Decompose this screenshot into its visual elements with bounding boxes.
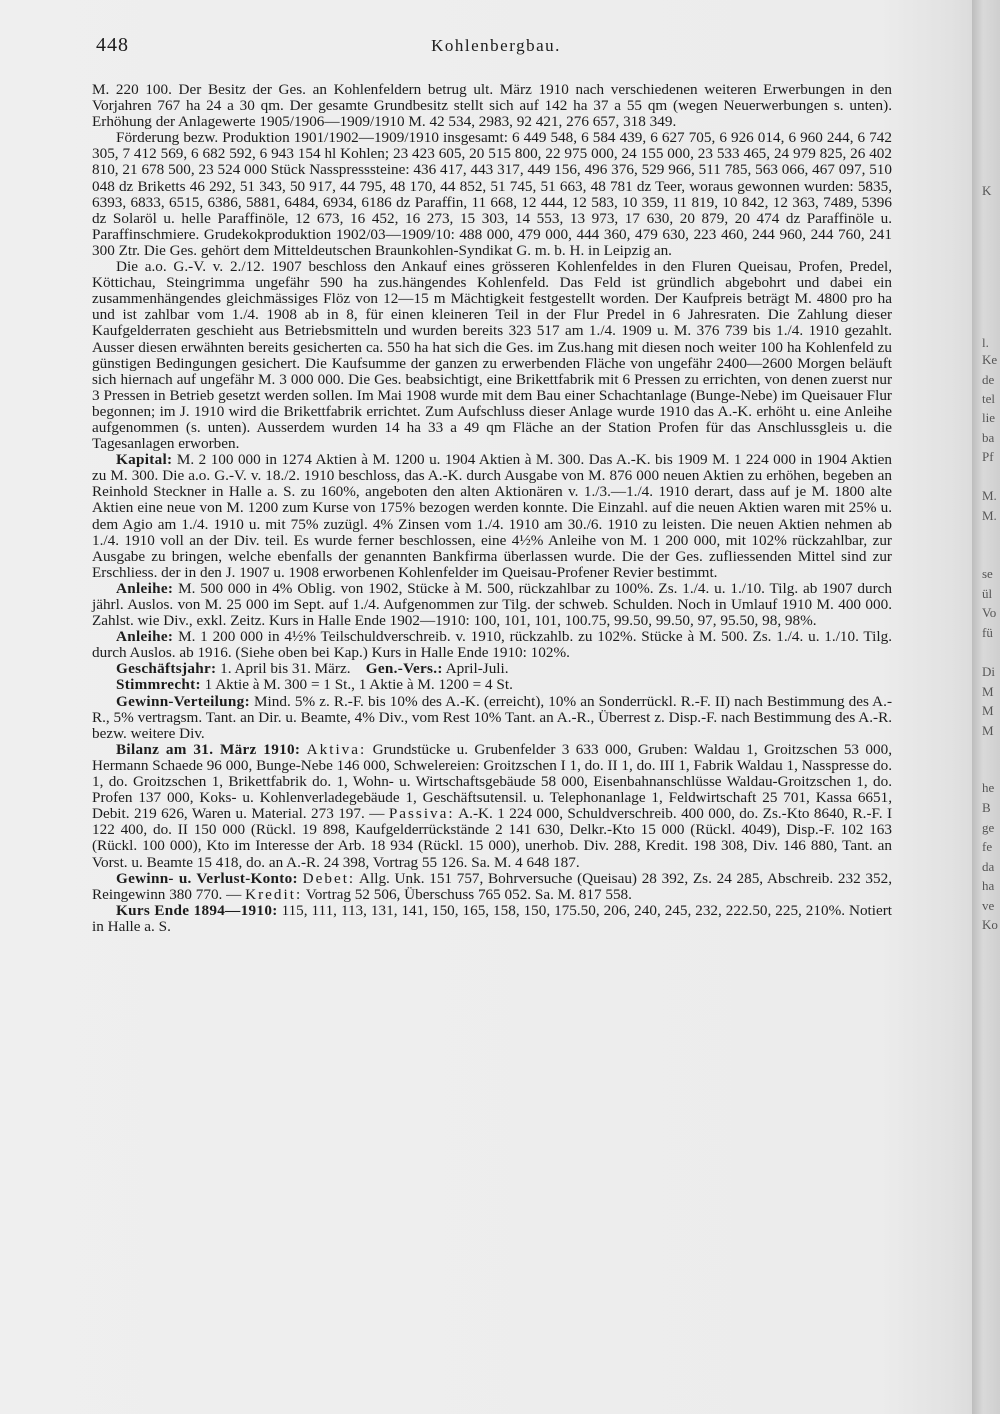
section-gewinn-verteilung <box>92 694 892 742</box>
next-page-margin-fragments <box>978 0 1000 1414</box>
margin-fragment: M <box>982 684 994 699</box>
section-label: Anleihe: <box>116 628 174 646</box>
margin-fragment: he <box>982 780 995 795</box>
margin-fragment: da <box>982 859 995 874</box>
margin-fragment: se <box>982 566 993 581</box>
section-anleihe-1902 <box>92 581 892 629</box>
section-text: Mind. 5% z. R.-F. bis 10% des A.-K. (erreicht), 10% an Sonderrückl. R.-F. II) nach Bestimmung des A.-R., 5% vertragsm. Tant. an Dir. u. Beamte, 4% Div., vom Rest 10% Tant. an A.-R., Überrest z. Disp.-F. nach Bestimmung des A.-R. bezw. weitere Div. <box>92 692 892 742</box>
margin-fragment: Di <box>982 664 995 679</box>
aktiva-label: Aktiva: <box>306 740 367 758</box>
page-number: 448 <box>96 34 129 56</box>
margin-fragment: K <box>982 183 992 198</box>
section-label: Gewinn-Verteilung: <box>116 692 250 710</box>
main-text <box>92 82 892 935</box>
running-title: Kohlenbergbau. <box>431 36 561 55</box>
section-label: Kurs Ende 1894—1910: <box>116 901 278 919</box>
passiva-text: A.-K. 1 224 000, Schuldverschreib. 400 000, do. Zs.-Kto 8640, R.-F. I 122 400, do. II 150 000 (Rückl. 19 898, Kaufgelderrückstände 2 141 630, Delkr.-Kto 15 000 (Rückl. 4049), Disp.-F. 102 163 (Rückl. 100 000), Kto im Interesse der Arb. 18 934 (Rückl. 15 000), unerhob. Div. 288, Kredit. 198 308, Div. 146 880, Tant. an Vorst. u. Beamte 15 418, do. an A.-R. 24 398, Vortrag 55 126. Sa. M. 4 648 187. <box>92 805 893 871</box>
section-text: 115, 111, 113, 131, 141, 150, 165, 158, 150, 175.50, 206, 240, 245, 232, 222.50, 225, 210%. Notiert in Halle a. S. <box>92 901 893 935</box>
section-label: Stimmrecht: <box>116 676 201 694</box>
margin-fragment: ül <box>982 586 993 601</box>
margin-fragment: M <box>982 723 994 738</box>
margin-fragment: de <box>982 372 995 387</box>
margin-fragment: B <box>982 800 991 815</box>
section-geschaeftsjahr <box>92 661 892 677</box>
aktiva-text: Grundstücke u. Grubenfelder 3 633 000, Gruben: Waldau 1, Groitzschen 53 000, Hermann Schaede 96 000, Bunge-Nebe 146 000, Schwelereien: Groitzschen I 1, do. II 1, do. III 1, Fabrik Waldau 1, Nasspresse do. 1, do. Groitzschen 1, Brikettfabrik do. 1, Wohn- u. Wirtschaftsgebäude 58 000, Eisenbahnanschlüsse Waldau-Groitzschen 1, do. Profen 137 000, Koks- u. Kohlenverladegebäude 1, Geschäftsutensil. u. Telephonanlage 1, Feldwirtschaft 25 701, Kassa 6651, Debit. 219 626, Waren u. Material. 273 197. — <box>92 740 893 823</box>
margin-fragment: ba <box>982 430 995 445</box>
margin-fragment: ha <box>982 878 995 893</box>
section-text: 1 Aktie à M. 300 = 1 St., 1 Aktie à M. 1200 = 4 St. <box>204 676 513 694</box>
paragraph-production: Förderung bezw. Produktion 1901/1902—1909/1910 insgesamt: 6 449 548, 6 584 439, 6 627 705, 6 926 014, 6 960 244, 6 742 305, 7 412 569, 6 682 592, 6 943 154 hl Kohlen; 23 423 605, 20 515 800, 22 975 000, 24 155 000, 23 533 465, 24 979 825, 26 402 810, 21 678 500, 23 524 000 Stück Nasspresssteine: 436 417, 443 317, 449 156, 496 376, 529 966, 511 785, 563 066, 467 097, 510 048 dz Briketts 46 292, 51 343, 50 917, 44 795, 48 170, 44 852, 51 745, 51 663, 48 781 dz Teer, woraus gewonnen wurden: 5835, 6393, 6833, 6515, 6386, 5881, 6484, 6934, 6186 dz Paraffin, 11 668, 12 444, 12 583, 10 359, 11 819, 10 842, 12 363, 7489, 5396 dz Solaröl u. helle Paraffinöle, 12 673, 16 452, 16 273, 15 303, 14 553, 13 973, 17 630, 20 879, 20 474 dz Paraffinöle u. Paraffinschmiere. Grudekokproduktion 1902/03—1909/10: 488 000, 479 000, 444 360, 479 630, 223 460, 244 960, 244 760, 241 300 Ztr. Die Ges. gehört dem Mitteldeutschen Braunkohlen-Syndikat G. m. b. H. in Leipzig an. <box>92 129 892 259</box>
section-label: Bilanz am 31. März 1910: <box>116 740 301 758</box>
section-label: Gewinn- u. Verlust-Konto: <box>116 869 298 887</box>
section-gewinn-verlust <box>92 871 892 903</box>
paragraph-ownership: M. 220 100. Der Besitz der Ges. an Kohlenfeldern betrug ult. März 1910 nach verschiedenen weiteren Erwerbungen in den Vorjahren 767 ha 24 a 30 qm. Der gesamte Grundbesitz stellt sich auf 142 ha 37 a 55 qm (wegen Neuerwerbungen s. unten). Erhöhung der Anlagewerte 1905/1906—1909/1910 M. 42 534, 2983, 92 421, 276 657, 318 349. <box>92 81 892 131</box>
section-label: Geschäftsjahr: <box>116 660 217 678</box>
section-text: 1. April bis 31. März. <box>220 660 351 678</box>
passiva-label: Passiva: <box>388 805 455 823</box>
margin-fragment: M. <box>982 488 997 503</box>
margin-fragment: fe <box>982 839 993 854</box>
section-kurs <box>92 903 892 935</box>
section-anleihe-1910 <box>92 629 892 661</box>
section-text: M. 500 000 in 4% Oblig. von 1902, Stücke à M. 500, rückzahlbar zu 100%. Zs. 1./4. u. 1./10. Tilg. ab 1907 durch jährl. Auslos. von M. 25 000 im Sept. auf 1./4. Aufgenommen zur Tilg. der schweb. Schulden. Noch in Umlauf 1910 M. 400 000. Zahlst. wie Div., exkl. Zeitz. Kurs in Halle Ende 1902—1910: 100, 101, 101, 100.75, 99.50, 99.50, 97, 95.50, 98, 98%. <box>92 579 892 630</box>
margin-fragment: M. <box>982 508 997 523</box>
section-text: M. 1 200 000 in 4½% Teilschuldverschreib. v. 1910, rückzahlb. zu 102%. Stücke à M. 500. Zs. 1./4. u. 1./10. Tilg. durch Auslos. ab 1916. (Siehe oben bei Kap.) Kurs in Halle Ende 1910: 102%. <box>92 628 892 662</box>
margin-fragment: Pf <box>982 449 994 464</box>
margin-fragment: l. <box>982 335 989 350</box>
margin-fragment: ge <box>982 820 995 835</box>
section-bilanz <box>92 742 892 871</box>
section-label: Anleihe: <box>116 579 174 597</box>
paragraph-acquisition: Die a.o. G.-V. v. 2./12. 1907 beschloss den Ankauf eines grösseren Kohlenfeldes in den Fluren Queisau, Profen, Predel, Köttichau, Steingrimma ungefähr 590 ha zus.hängendes Kohlenfeld. Das Feld ist gründlich abgebohrt und dabei ein zusammenhängendes gleichmässiges Flöz von 12—15 m Mächtigkeit festgestellt worden. Der Kaufpreis beträgt M. 4800 pro ha und ist zahlbar vom 1./4. 1908 ab in 8, für einen kleineren Teil in der Flur Predel in 6 Jahresraten. Die Zahlung dieser Kaufgelderraten geschieht aus Betriebsmitteln und wurden bereits 323 517 am 1./4. 1909 u. M. 376 739 bis 1./4. 1910 gezahlt. Ausser diesen erwähnten bereits gesicherten ca. 550 ha hat sich die Ges. im Zus.hang mit diesen noch weiter 100 ha Kohlenfeld zu günstigen Bedingungen gesichert. Die Kaufsumme der ganzen zu erwerbenden Fläche von ungefähr 2400—2600 Morgen beläuft sich hiernach auf ungefähr M. 3 000 000. Die Ges. beabsichtigt, eine Brikettfabrik mit 6 Pressen zu errichten, von denen zuerst nur 3 Pressen in Betrieb gesetzt werden sollen. Im Mai 1908 wurde mit dem Bau einer Schachtanlage (Bunge-Nebe) im Queisauer Flur begonnen; im J. 1910 wird die Brikettfabrik errichtet. Zum Aufschluss dieser Anlage wurde 1910 das A.-K. erhöht u. eine Anleihe aufgenommen (s. unten). Ausserdem wurden 14 ha 33 a 49 qm Fläche an der Station Profen für das Anschlussgleis u. die Tagesanlagen erworben. <box>92 258 892 453</box>
margin-fragment: Ke <box>982 352 998 367</box>
margin-fragment: fü <box>982 625 993 640</box>
section-text: M. 2 100 000 in 1274 Aktien à M. 1200 u. 1904 Aktien à M. 300. Das A.-K. bis 1909 M. 1 224 000 in 1904 Aktien zu M. 300. Die a.o. G.-V. v. 18./2. 1910 beschloss, das A.-K. durch Ausgabe von M. 876 000 neuen Aktien zu erhöhen, begeben an Reinhold Steckner in Halle a. S. zu 160%, angeboten den alten Aktionären v. 1./3.—1./4. 1910 derart, dass auf je M. 1800 alte Aktien eine neue von M. 1200 zum Kurse von 175% bezogen werden konnte. Die Einzahl. auf die neuen Aktien waren mit 25% u. dem Agio am 1./4. 1910 u. mit 75% zuzügl. 4% Zinsen vom 1./4. 1910 am 30./6. 1910 zu leisten. Die neuen Aktien nehmen ab 1./4. 1910 voll an der Div. teil. Es wurde ferner beschlossen, eine 4½% Anleihe von M. 1 200 000, mit 102% rückzahlbar, zur Ausgabe zu bringen, welche ebenfalls der genannten Bankfirma überlassen wurde. Die der Ges. zufliessenden Mittel sind zur Erschliess. der in den J. 1907 u. 1908 erworbenen Kohlenfelder im Queisau-Profener Revier bestimmt. <box>92 451 892 581</box>
margin-fragment: Ko <box>982 917 998 932</box>
section-label-gen-vers: Gen.-Vers.: <box>365 660 443 678</box>
margin-fragment: M <box>982 703 994 718</box>
section-label: Kapital: <box>116 451 173 469</box>
debet-label: Debet: <box>302 869 356 887</box>
debet-text: Allg. Unk. 151 757, Bohrversuche (Queisau) 28 392, Zs. 24 285, Abschreib. 232 352, Reingewinn 380 770. — <box>92 869 893 903</box>
kredit-text: Vortrag 52 506, Überschuss 765 052. Sa. M. 817 558. <box>305 885 632 903</box>
section-stimmrecht <box>92 677 892 693</box>
margin-fragment: ve <box>982 898 995 913</box>
section-text-gen-vers: April-Juli. <box>445 660 509 678</box>
margin-fragment: lie <box>982 410 995 425</box>
section-kapital <box>92 452 892 581</box>
kredit-label: Kredit: <box>245 885 303 903</box>
margin-fragment: Vo <box>982 605 997 620</box>
page-header <box>96 34 896 60</box>
margin-fragment: tel <box>982 391 995 406</box>
